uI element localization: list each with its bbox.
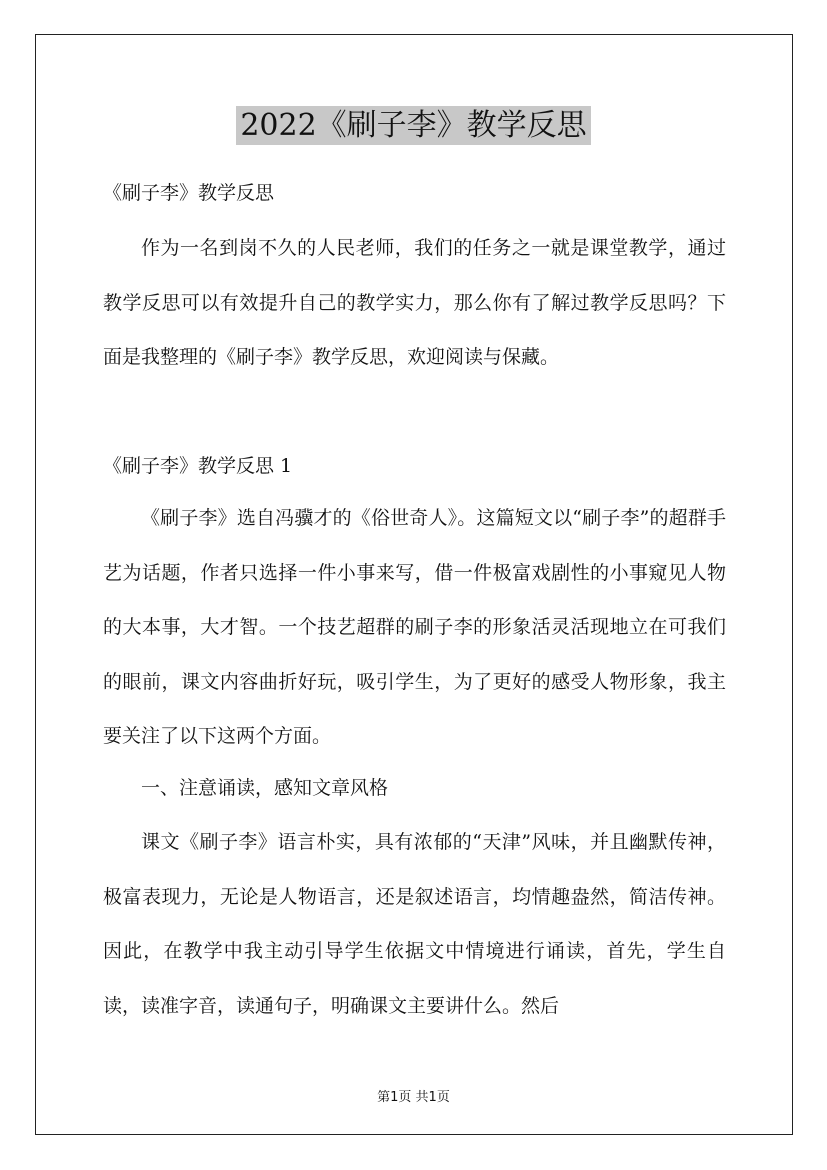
heading-main: 《刷子李》教学反思 <box>103 182 275 204</box>
body-paragraph-2: 课文《刷子李》语言朴实，具有浓郁的“天津”风味，并且幽默传神，极富表现力，无论是人物语言，还是叙述语言，均情趣盎然，简洁传神。因此，在教学中我主动引导学生依据文中情境进行诵读，首先，学生自读，读准字音，读通句子，明确课文主要讲什么。然后 <box>103 831 726 1017</box>
page-footer: 第1页 共1页 <box>377 1090 450 1105</box>
section-heading-1: 一、注意诵读，感知文章风格 <box>141 777 389 799</box>
body-paragraph-1: 《刷子李》选自冯骥才的《俗世奇人》。这篇短文以“刷子李”的超群手艺为话题，作者只选择一件小事来写，借一件极富戏剧性的小事窥见人物的大本事，大才智。一个技艺超群的刷子李的形象活灵活现地立在可我们的眼前，课文内容曲折好玩，吸引学生，为了更好的感受人物形象，我主要关注了以下这两个方面。 <box>103 507 726 747</box>
document-title-text: 2022《刷子李》教学反思 <box>236 106 590 145</box>
document-title <box>0 100 827 144</box>
heading-reflection-1: 《刷子李》教学反思 1 <box>103 455 293 477</box>
intro-paragraph: 作为一名到岗不久的人民老师，我们的任务之一就是课堂教学，通过教学反思可以有效提升自己的教学实力，那么你有了解过教学反思吗？下面是我整理的《刷子李》教学反思，欢迎阅读与保藏。 <box>103 237 726 368</box>
